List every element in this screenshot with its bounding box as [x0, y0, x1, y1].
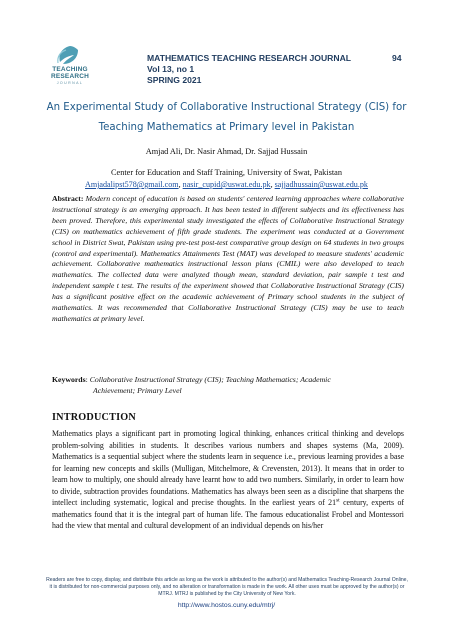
- logo-text-journal: JOURNAL: [56, 81, 84, 85]
- journal-header: [147, 53, 351, 87]
- license-footer: Readers are free to copy, display, and distribute this article as long as the work is attributed to the author(s) and Mathematics Teaching-Research Journal Online, it is distributed for non-commercial purposes only, and no alteration or transformation is made in the work. All other uses must be approved by the author(s) or MTRJ. MTRJ is published by the City University of New York.: [46, 577, 408, 598]
- journal-season: SPRING 2021: [147, 75, 202, 86]
- keywords: Keywords: Collaborative Instructional Strategy (CIS); Teaching Mathematics; Academic Achievement; Primary Level: [52, 374, 402, 396]
- paper-title-line2: Teaching Mathematics at Primary level in Pakistan: [98, 122, 355, 133]
- abstract: [52, 194, 404, 325]
- keywords-label: Keywords: [52, 375, 86, 384]
- abstract-label: Abstract:: [52, 194, 84, 203]
- journal-name: MATHEMATICS TEACHING RESEARCH JOURNAL: [147, 53, 352, 63]
- paper-title-line1: An Experimental Study of Collaborative Instructional Strategy (CIS) for: [46, 102, 407, 113]
- journal-volume: Vol 13, no 1: [147, 64, 195, 75]
- section-body: [52, 428, 404, 532]
- logo-text-research: RESEARCH: [50, 73, 90, 80]
- abstract-text: Modern concept of education is based on students' centered learning approaches where collaborative instructional strategy is an emerging approach. It has been tested in different subjects and its effectiveness has been proved. Therefore, this experimental study investigated the effects of Collaborative Instructional Strategy (CIS) on mathematics achievement of fifth grade students. The experiment was conducted at a Government school in District Swat, Pakistan using pre-test post-test comparative group design on 64 students in two groups (control and experimental). Mathematics Attainments Test (MAT) was developed to measure students' academic achievement. Collaborative mathematics instructional lesson plans (CMIL) were also developed to teach mathematics. The collected data were analyzed though mean, standard deviation, pair sample t test and independent sample t test. The results of the experiment showed that Collaborative Instructional Strategy (CIS) has a significant positive effect on the academic achievement of Primary school students in the subject of mathematics. It was recommended that Collaborative Instructional Strategy (CIS) may be use to teach mathematics at primary level.: [52, 194, 404, 323]
- logo-text-teaching: TEACHING: [52, 66, 88, 73]
- body-text-part1: Mathematics plays a significant part in promoting logical thinking, enhances critical thinking and develops problem-solving abilities in students. It describes various numbers and shapes systems (Ma, 2009). Mathematics is a sequential subject where the students learn in sequence i.e., previous learning provides a base for learning new concepts and skills (Mulligan, Mitchelmore, & Crevensten, 2013). It means that in order to learn how to multiply, one should already have learnt how to add two numbers. Similarly, in order to learn how to divide, subtraction provides foundations. Mathematics has always been seen as a discipline that sharpens the intellect including systematic, logical and precise thoughts. In the earliest years of 21: [52, 429, 404, 507]
- body-superscript: st: [336, 497, 340, 504]
- leaf-icon: [44, 44, 96, 68]
- affiliation: Center for Education and Staff Training, University of Swat, Pakistan: [111, 168, 342, 177]
- body-text-part2: century, experts of mathematics found that it is the integral part of human life. The famous educationalist Frobel and Montessori had the view that mental and cultural development of an individual depends on his/her: [52, 498, 404, 530]
- email-link-2[interactable]: nasir_cupid@uswat.edu.pk: [182, 180, 271, 189]
- author-list: Amjad Ali, Dr. Nasir Ahmad, Dr. Sajjad Hussain: [145, 147, 308, 156]
- keywords-line1: Collaborative Instructional Strategy (CIS); Teaching Mathematics; Academic: [89, 375, 331, 384]
- email-link-3[interactable]: sajjadhussain@uswat.edu.pk: [274, 180, 368, 189]
- keywords-line2: Achievement; Primary Level: [93, 386, 182, 395]
- journal-logo: [44, 44, 96, 88]
- email-list: Amjadalipst578@gmail.com, nasir_cupid@uswat.edu.pk, sajjadhussain@uswat.edu.pk: [85, 180, 368, 189]
- email-link-1[interactable]: Amjadalipst578@gmail.com: [85, 180, 179, 189]
- journal-url-link[interactable]: http://www.hostos.cuny.edu/mtrj/: [177, 602, 276, 609]
- section-heading: INTRODUCTION: [52, 412, 136, 423]
- page-number: 94: [392, 53, 402, 63]
